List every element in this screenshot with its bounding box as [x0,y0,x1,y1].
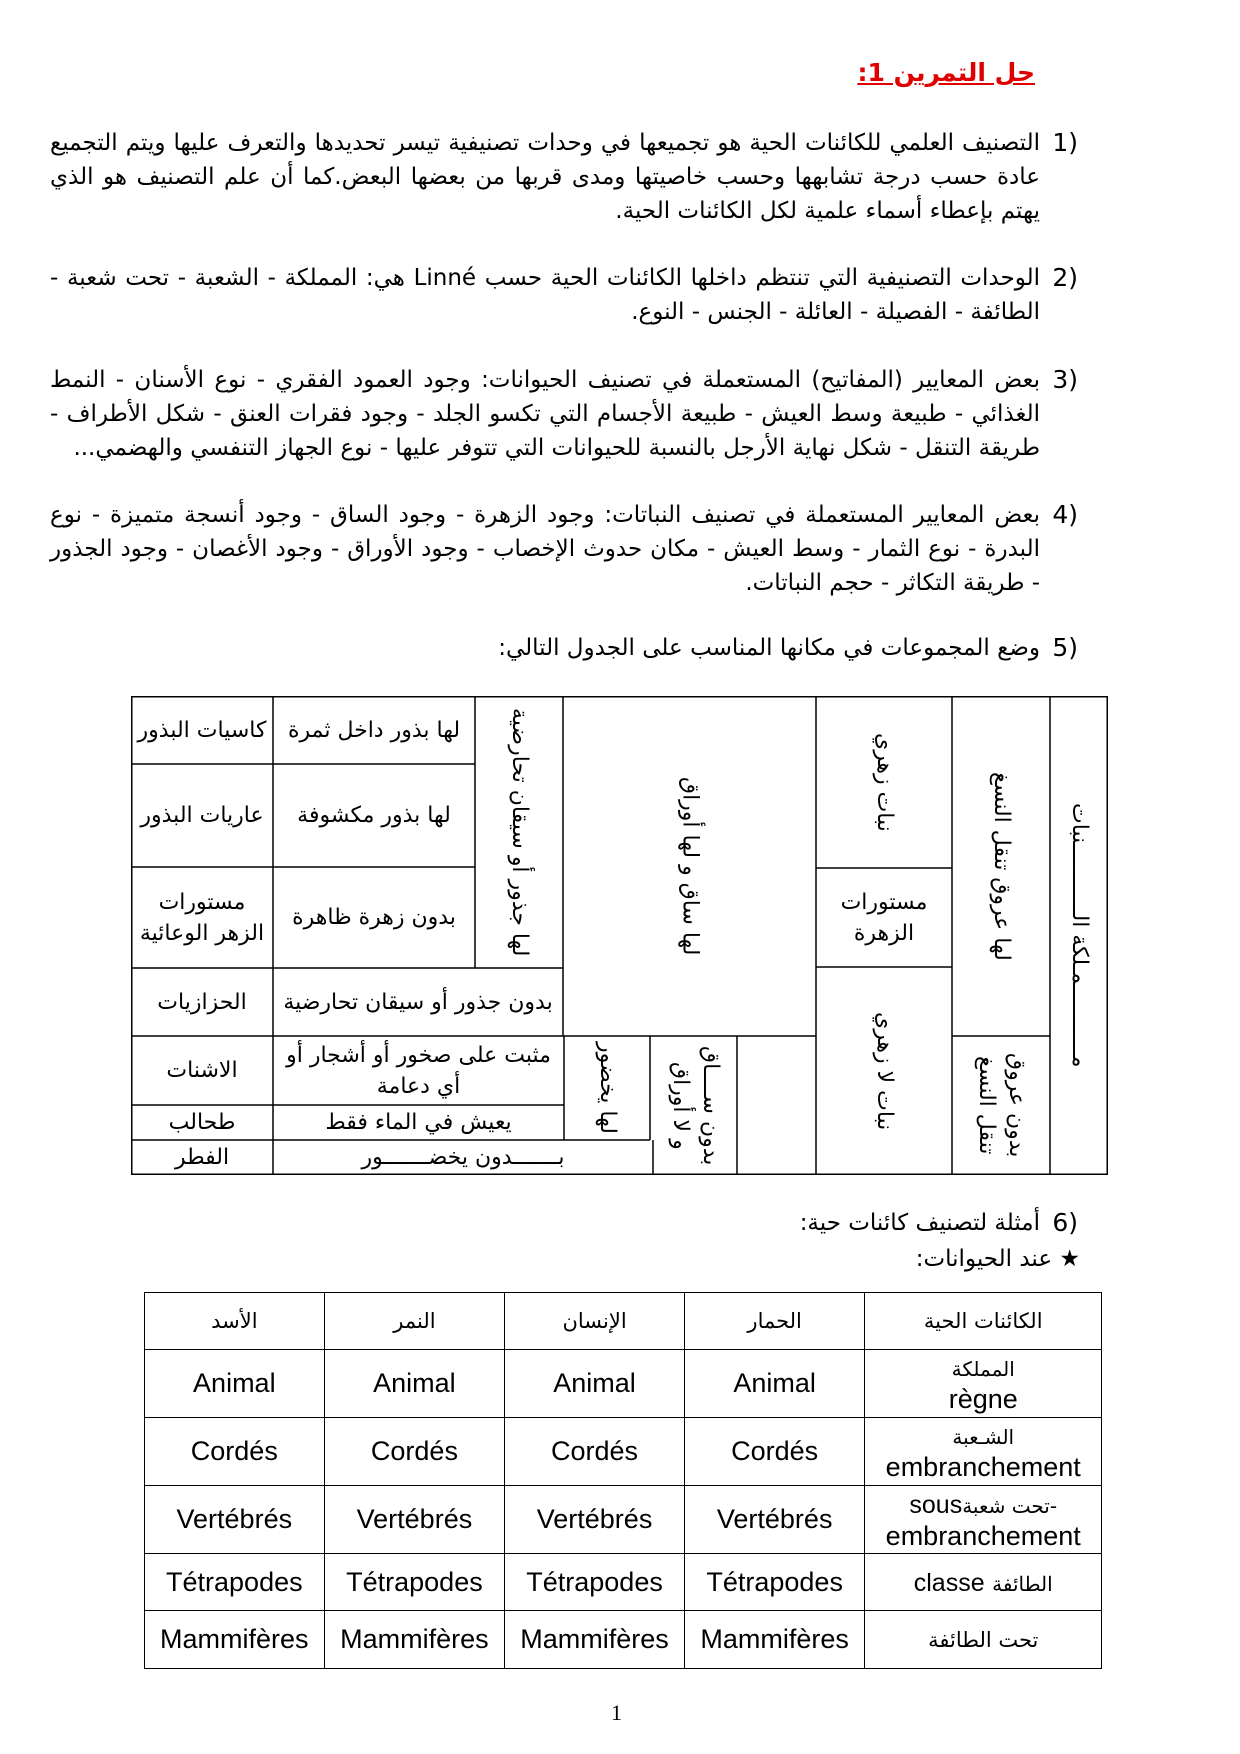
cell: Tétrapodes [324,1554,505,1611]
exercise-title: حل التمرين 1: [857,58,1035,87]
label-roots: لها جذور أو سيقان تحارضية [507,707,532,957]
cell: Tétrapodes [145,1554,325,1611]
table-row [145,1418,1102,1486]
rank-fr: règne [948,1383,1018,1414]
rank-fr: classe [913,1568,985,1597]
rank-kingdom [865,1350,1102,1418]
group-fungi: الفطر [174,1145,230,1170]
label-stem-leaves: لها ساق و لها أوراق [677,776,703,956]
cell: Cordés [505,1418,685,1486]
flowering-cell [816,696,952,868]
item-2-text: الوحدات التصنيفية التي تنتظم داخلها الكائنات الحية حسب Linné هي: المملكة - الشعبة - تحت شعبة - الطائفة - الفصيلة - العائلة - الجنس - النوع. [50,265,1040,325]
cell: Mammifères [324,1611,505,1669]
criterion-seeds-in-fruit: لها بذور داخل ثمرة [287,717,461,743]
group-algae: طحالب [168,1110,236,1135]
label-no-stem: بدون ســــاق و لا أوراق [668,1045,723,1166]
cell: Vertébrés [505,1486,685,1554]
label-non-flowering: نبات لا زهري [872,1011,897,1131]
header-lion: الأسد [145,1293,325,1350]
cell: Animal [324,1350,505,1418]
item-6-text: أمثلة لتصنيف كائنات حية: [799,1210,1040,1236]
chloro-cell [564,1036,650,1140]
rank-ar: الطائفة [992,1573,1053,1596]
header-tiger: النمر [324,1293,505,1350]
label-chlorophyll: لها يخضور [595,1042,620,1134]
rank-fr: embranchement [885,1451,1081,1482]
animals-heading: ★ عند الحيوانات: [915,1246,1080,1272]
label-plant-kingdom: مـــــــــــمـلكة الـــــــــــنبات [1067,803,1092,1068]
rank-ar: المملكة [951,1356,1015,1381]
header-organisms: الكائنات الحية [865,1293,1102,1350]
nostem-cell [653,1036,737,1175]
table-row [145,1293,1102,1350]
cell: Animal [684,1350,865,1418]
item-3-number: 3) [1052,365,1078,394]
cell: Cordés [145,1418,325,1486]
cell: Tétrapodes [505,1554,685,1611]
cell: Cordés [324,1418,505,1486]
plant-classification-table [131,696,1108,1175]
item-3-text: بعض المعايير (المفاتيح) المستعملة في تصنيف الحيوانات: وجود العمود الفقري - نوع الأسنان - النمط الغذائي - طبيعة وسط العيش - طبيعة الأجسام التي تكسو الجلد - وجود فقرات العنق - شكل الأطراف - طريقة التنقل - شكل نهاية الأرجل بالنسبة للحيوانات التي تتوفر عليها - نوع الجهاز التنفسي والهضمي... [50,367,1040,461]
group-mosses: الحزازيات [157,989,247,1015]
cell: Animal [145,1350,325,1418]
table-row [145,1554,1102,1611]
cell: Vertébrés [684,1486,865,1554]
rank-ar: الشـعبة [952,1424,1015,1449]
item-5-number: 5) [1052,633,1078,662]
rank-subclass: تحت الطائفة [865,1611,1102,1669]
label-flowering: نبات زهري [872,732,897,832]
item-4-number: 4) [1052,500,1078,529]
cell: Tétrapodes [684,1554,865,1611]
rank-ar: تحت شعبة- [962,1493,1058,1518]
header-donkey: الحمار [684,1293,865,1350]
group-angiosperms: كاسيات البذور [137,717,267,743]
cell: Mammifères [505,1611,685,1669]
rank-fr2: embranchement [885,1520,1081,1551]
rank-fr: sous [909,1490,963,1519]
roots-cell [475,696,563,968]
criterion-no-roots: بدون جذور أو سيقان تحارضية [283,989,553,1015]
cell: Animal [505,1350,685,1418]
table-row [145,1611,1102,1669]
cell: Cordés [684,1418,865,1486]
rank-class [865,1554,1102,1611]
group-ferns: مستورات الزهر الوعائية [139,889,265,946]
stem-cell [563,696,816,1036]
item-4-text: بعض المعايير المستعملة في تصنيف النباتات: وجود الزهرة - وجود الساق - وجود أنسجة متميزة - نوع البدرة - نوع الثمار - وسط العيش - مكان حدوث الإخصاب - وجود الأوراق - وجود الأغصان - وجود الجذور - طريقة التكاثر - حجم النباتات. [50,502,1040,596]
table-row [145,1350,1102,1418]
cell: Vertébrés [145,1486,325,1554]
item-1-number: 1) [1052,128,1078,157]
group-gymnosperms: عاريات البذور [140,803,264,828]
table-row [145,1486,1102,1554]
group-lichens: الاشنات [166,1058,238,1083]
item-6-number: 6) [1052,1208,1078,1237]
animal-classification-table [144,1292,1102,1669]
criterion-fixed-on-rocks: مثبت على صخور أو أشجار أو أي دعامة [286,1042,551,1099]
label-vessels: لها عروق تنقل النسغ [989,771,1014,961]
label-hidden-flower: مستورات الزهرة [840,889,928,946]
criterion-no-visible-flower: بدون زهرة ظاهرة [292,905,456,930]
cell: Mammifères [145,1611,325,1669]
criterion-naked-seeds: لها بذور مكشوفة [297,803,451,828]
rank-subphylum [865,1486,1102,1554]
kingdom-cell [1050,696,1108,1175]
criterion-lives-in-water: يعيش في الماء فقط [325,1110,512,1135]
header-human: الإنسان [505,1293,685,1350]
rank-phylum [865,1418,1102,1486]
vessels-cell [952,696,1050,1036]
item-1-text: التصنيف العلمي للكائنات الحية هو تجميعها في وحدات تصنيفية تيسر تحديدها والتعرف عليها ويتم التجميع عادة حسب درجة تشابهها وحسب خاصيتها ومدى قربها من بعضها البعض.كما أن علم التصنيف هو الذي يهتم بإعطاء أسماء علمية لكل الكائنات الحية. [50,130,1040,224]
item-5-text: وضع المجموعات في مكانها المناسب على الجدول التالي: [498,635,1040,661]
nonflowering-cell [816,967,952,1175]
label-no-vessels: بدون عروق تنقل النسغ [974,1053,1029,1158]
page-number: 1 [611,1700,622,1725]
cell: Mammifères [684,1611,865,1669]
criterion-no-chlorophyll: بـــــــدون يخضـــــــور [361,1145,565,1170]
cell: Vertébrés [324,1486,505,1554]
novessels-cell [952,1036,1050,1175]
item-2-number: 2) [1052,263,1078,292]
